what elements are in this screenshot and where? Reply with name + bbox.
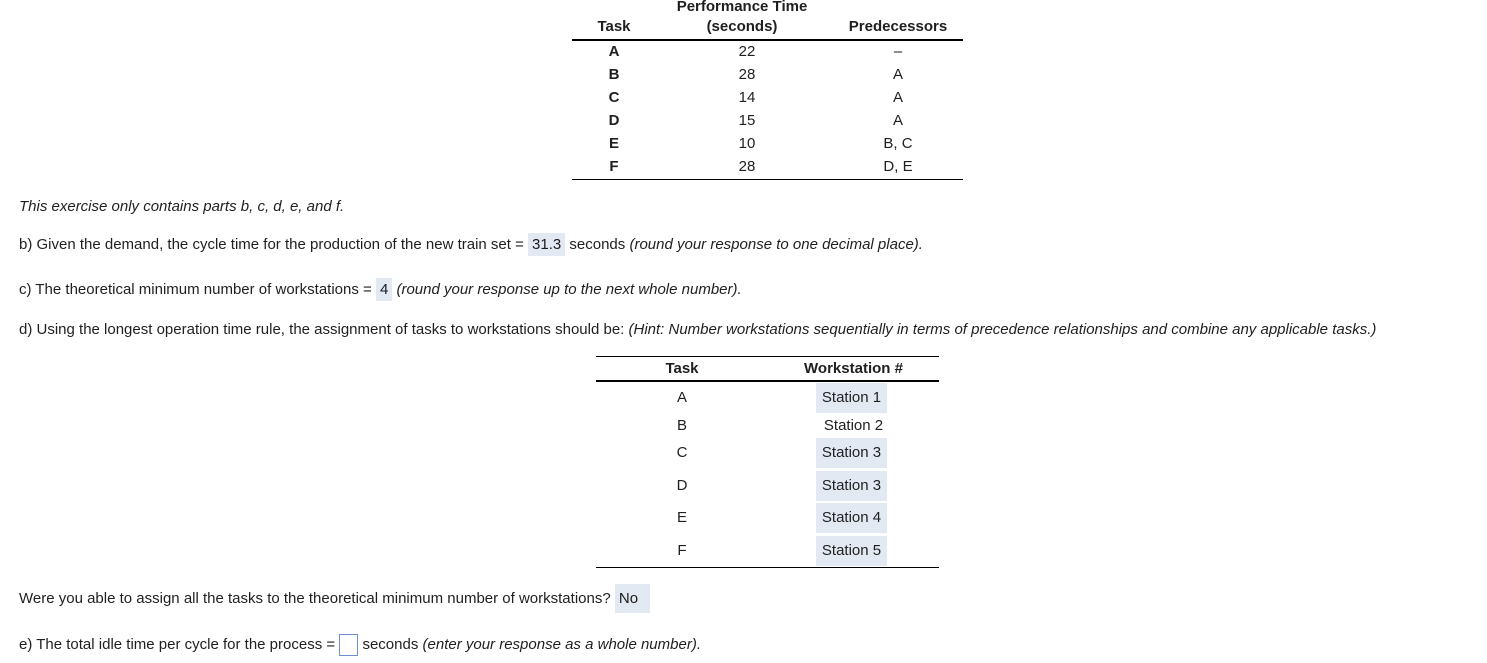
time-cell: 15 [738, 112, 756, 129]
part-e-hint: (enter your response as a whole number). [422, 636, 701, 653]
table-row [596, 438, 939, 468]
task-cell: D [608, 112, 620, 129]
part-e-text: e) The total idle time per cycle for the process = [19, 636, 336, 653]
time-cell: 28 [738, 66, 756, 83]
table-row [572, 40, 963, 63]
header-time-line2: (seconds) [706, 18, 778, 35]
pred-cell: A [892, 89, 903, 106]
task-cell: F [609, 158, 619, 175]
ws-rule-header [596, 380, 939, 382]
pred-cell: A [892, 112, 903, 129]
pred-cell: D, E [883, 158, 913, 175]
station-answer[interactable]: Station 3 [816, 471, 887, 501]
table-row [596, 536, 939, 566]
time-cell: 10 [738, 135, 756, 152]
part-c-hint: (round your response up to the next whole number). [396, 281, 742, 298]
station-answer[interactable]: Station 1 [816, 383, 887, 413]
ws-task-cell: D [676, 477, 688, 494]
question-min-text: Were you able to assign all the tasks to the theoretical minimum number of workstations? [19, 590, 611, 607]
intro-text: This exercise only contains parts b, c, d, e, and f. [19, 198, 345, 215]
part-d [19, 321, 1376, 338]
station-answer[interactable]: Station 5 [816, 536, 887, 566]
idle-time-input[interactable] [339, 634, 358, 656]
table-row [572, 86, 963, 109]
part-e [19, 633, 701, 657]
table-row [596, 411, 939, 441]
part-d-text: d) Using the longest operation time rule, the assignment of tasks to workstations should be: [19, 321, 625, 338]
ws-task-cell: A [676, 389, 687, 406]
table-row [572, 155, 963, 178]
header-task: Task [597, 18, 631, 35]
ws-rule-top [596, 356, 939, 357]
task-cell: E [608, 135, 619, 152]
table-row [596, 471, 939, 501]
ws-task-cell: E [676, 509, 687, 526]
task-cell: C [608, 89, 620, 106]
table-row [596, 383, 939, 413]
task-cell: A [608, 43, 620, 60]
table-rule-bottom [572, 179, 963, 180]
table-row [572, 132, 963, 155]
station-answer[interactable]: Station 2 [823, 417, 884, 434]
time-cell: 22 [738, 43, 756, 60]
min-workstations-answer[interactable]: 4 [376, 278, 392, 301]
ws-task-cell: C [676, 444, 688, 461]
part-c-text: c) The theoretical minimum number of workstations = [19, 281, 372, 298]
ws-task-cell: B [676, 417, 687, 434]
part-b [19, 236, 923, 253]
cycle-time-answer[interactable]: 31.3 [528, 233, 565, 256]
part-e-unit: seconds [362, 636, 419, 653]
pred-cell: – [893, 43, 903, 60]
table-row [572, 63, 963, 86]
header-performance-time [662, 0, 822, 37]
header-predecessors: Predecessors [848, 18, 948, 35]
workstation-table [596, 356, 939, 568]
part-c [19, 281, 742, 298]
ws-header-workstation: Workstation # [804, 360, 903, 377]
header-time-line1: Performance Time [676, 0, 808, 15]
table-row [596, 503, 939, 533]
ws-rule-bottom [596, 567, 939, 568]
table-row [572, 109, 963, 132]
part-b-text: b) Given the demand, the cycle time for the production of the new train set = [19, 236, 524, 253]
task-cell: B [608, 66, 620, 83]
time-cell: 28 [738, 158, 756, 175]
ws-header-task: Task [665, 360, 699, 377]
ws-task-cell: F [677, 542, 687, 559]
part-d-hint: (Hint: Number workstations sequentially in terms of precedence relationships and combine any applicable tasks.) [628, 321, 1377, 338]
part-b-unit: seconds [569, 236, 626, 253]
station-answer[interactable]: Station 3 [816, 438, 887, 468]
question-min-stations [19, 584, 650, 614]
time-cell: 14 [738, 89, 756, 106]
part-b-hint: (round your response to one decimal place). [629, 236, 923, 253]
pred-cell: B, C [883, 135, 913, 152]
pred-cell: A [892, 66, 903, 83]
assign-min-answer[interactable]: No [615, 584, 650, 613]
station-answer[interactable]: Station 4 [816, 503, 887, 533]
